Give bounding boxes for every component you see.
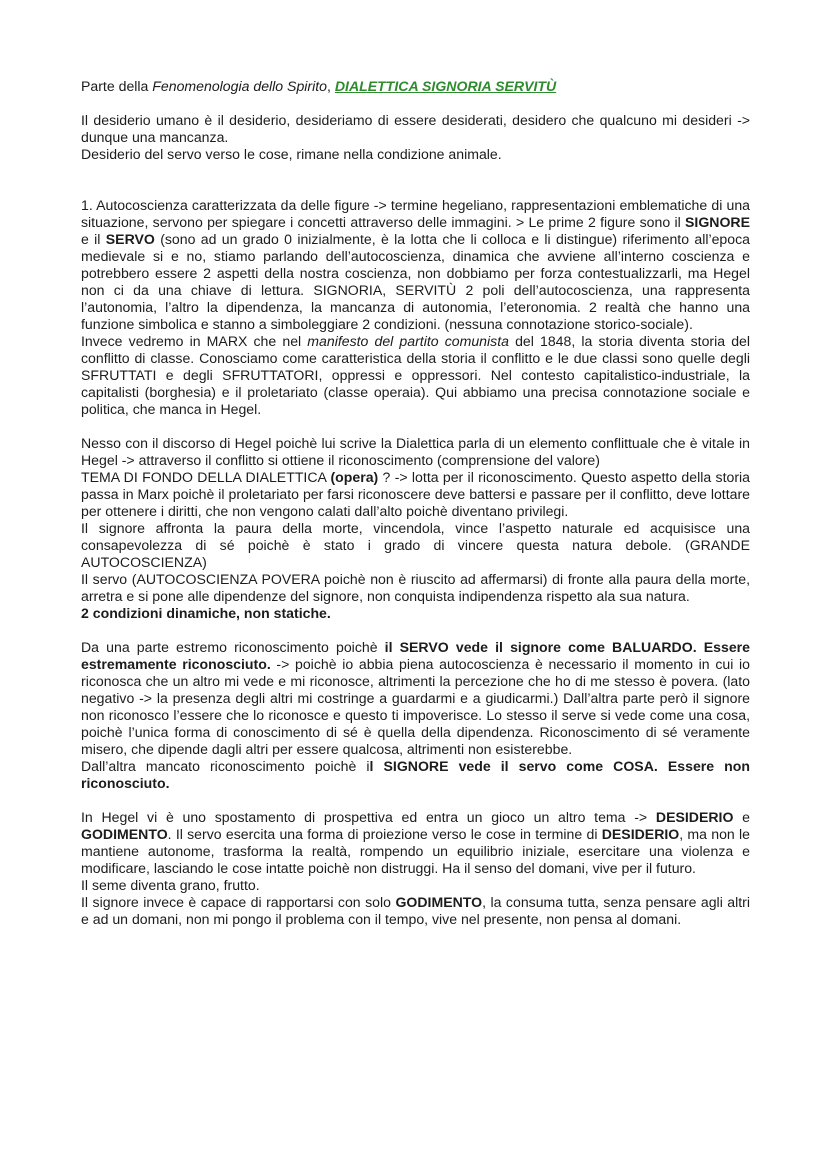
text-run: , la consuma tutta, senza pensare agli altri e ad un domani, non mi pongo il problema con il tempo, vive nel presente, non pensa al domani. [81, 894, 751, 927]
text-run: Il signore invece è capace di rapportarsi con solo [81, 894, 396, 910]
tema-paragraph [81, 469, 750, 520]
text-run: TEMA DI FONDO DELLA DIALETTICA [81, 469, 331, 485]
text-run: In Hegel vi è uno spostamento di prospettiva ed entra un gioco un altro tema -> [81, 809, 656, 825]
text-run: -> poichè io abbia piena autocoscienza è necessario il momento in cui io riconosca che un altro mi vede e mi riconosce, altrimenti la percezione che ho di me stesso è povera. (lato negativo -> la presenza degli altri mi costringe a guardarmi e a giudicarmi.) Dall’altra parte però il signore non riconosco l’essere che lo riconosce e questo ti impoverisce. Lo stesso il serve si vede come una cosa, poichè l’unica forma di conoscimento di sé è quella della dipendenza. Riconoscimento di sé veramente misero, che dipende dagli altri per essere qualcosa, altrimenti non esisterebbe. [81, 656, 750, 757]
bold-cosa: l SIGNORE vede il servo come COSA. Essere non riconosciuto. [81, 758, 750, 791]
non-recognition-paragraph [81, 758, 750, 792]
text-run: e il [81, 231, 106, 247]
bold-term-servo: SERVO [105, 231, 155, 247]
italic-manifesto: manifesto del partito comunista [307, 333, 509, 349]
text-run: ? -> lotta per il riconoscimento. Questo aspetto della storia passa in Marx poichè il proletariato per farsi riconoscere deve battersi e passare per il conflitto, deve lottare per ottenere i diritti, che non vengono calati dall’alto poichè diventano privilegi. [81, 469, 750, 519]
text-run: del 1848, la storia diventa storia del conflitto di classe. Conosciamo come caratteristica della storia il conflitto e le due classi sono quelle degli SFRUTTATI e degli SFRUTTATORI, oppressi e oppressori. Nel contesto capitalistico-industriale, la capitalisti (borghesia) e il proletariato (classe operaia). Qui abbiamo una precisa connotazione sociale e politica, che manca in Hegel. [81, 333, 750, 417]
conditions-paragraph [81, 605, 750, 622]
text-run: . Il servo esercita una forma di proiezione verso le cose in termine di [167, 826, 602, 842]
bold-godimento: GODIMENTO [81, 826, 168, 842]
text-run: Dall’altra mancato riconoscimento poichè i [81, 758, 370, 774]
text-run: e [733, 809, 750, 825]
marx-paragraph [81, 333, 750, 418]
section1-paragraph [81, 197, 750, 333]
servo-paragraph: Il servo (AUTOCOSCIENZA POVERA poichè non è riuscito ad affermarsi) di fronte alla paura della morte, arretra e si pone alle dipendenze del signore, non conquista indipendenza rispetto ala sua natura. [81, 571, 750, 604]
section2-paragraph-1: Nesso con il discorso di Hegel poichè lui scrive la Dialettica parla di un elemento conflittuale che è vitale in Hegel -> attraverso il conflitto si ottiene il riconoscimento (comprensione del valore) [81, 435, 750, 468]
enjoyment-paragraph [81, 894, 750, 928]
bold-conditions: 2 condizioni dinamiche, non statiche. [81, 605, 331, 621]
desire-paragraph [81, 809, 750, 877]
bold-godimento: GODIMENTO [395, 894, 483, 910]
topic-title: DIALETTICA SIGNORIA SERVITÙ [334, 78, 557, 94]
document-page [81, 78, 750, 928]
bold-baluardo: il SERVO vede il signore come BALUARDO. Essere estremamente riconosciuto. [81, 639, 750, 672]
recognition-paragraph [81, 639, 750, 758]
seed-paragraph: Il seme diventa grano, frutto. [81, 877, 260, 893]
heading-prefix: Parte della [81, 78, 153, 94]
bold-desiderio: DESIDERIO [601, 826, 680, 842]
bold-term-signore: SIGNORE [685, 214, 750, 230]
text-run: 1. Autocoscienza caratterizzata da delle figure -> termine hegeliano, rappresentazioni emblematiche di una situazione, servono per spiegare i concetti attraverso delle immagini. > Le prime 2 figure sono il [81, 197, 750, 230]
text-run: (sono ad un grado 0 inizialmente, è la lotta che li colloca e li distingue) riferimento all’epoca medievale si e no, stiamo parlando dell’autocoscienza, dinamica che avviene all’interno coscienza e potrebbero essere 2 aspetti della nostra coscienza, non dobbiamo per forza contestualizzarli, ma Hegel non ci da una chiave di lettura. SIGNORIA, SERVITÙ 2 poli dell’autocoscienza, una rappresenta l’autonomia, l’altro la dipendenza, la mancanza di autonomia, l’eteronomia. 2 realtà che hanno una funzione simbolica e stanno a simboleggiare 2 condizioni. (nessuna connotazione storico-sociale). [81, 231, 750, 332]
document-heading [81, 78, 750, 95]
book-title: Fenomenologia dello Spirito [152, 78, 328, 94]
intro-paragraph-2: Desiderio del servo verso le cose, rimane nella condizione animale. [81, 146, 502, 162]
signore-paragraph: Il signore affronta la paura della morte, vincendola, vince l’aspetto naturale ed acquisisce una consapevolezza di sé poichè è stato i grado di vincere questa natura debole. (GRANDE AUTOCOSCIENZA) [81, 520, 750, 570]
bold-desiderio: DESIDERIO [655, 809, 734, 825]
heading-separator: , [327, 78, 335, 94]
text-run: Invece vedremo in MARX che nel [81, 333, 308, 349]
intro-paragraph-1: Il desiderio umano è il desiderio, desideriamo di essere desiderati, desidero che qualcuno mi desideri -> dunque una mancanza. [81, 112, 750, 145]
text-run: Da una parte estremo riconoscimento poichè [81, 639, 385, 655]
bold-opera: (opera) [330, 469, 379, 485]
text-run: , ma non le mantiene autonome, trasforma la realtà, rompendo un equilibrio iniziale, esercitare una violenza e modificare, lasciando le cose intatte poichè non distruggi. Ha il senso del domani, vive per il futuro. [81, 826, 750, 876]
